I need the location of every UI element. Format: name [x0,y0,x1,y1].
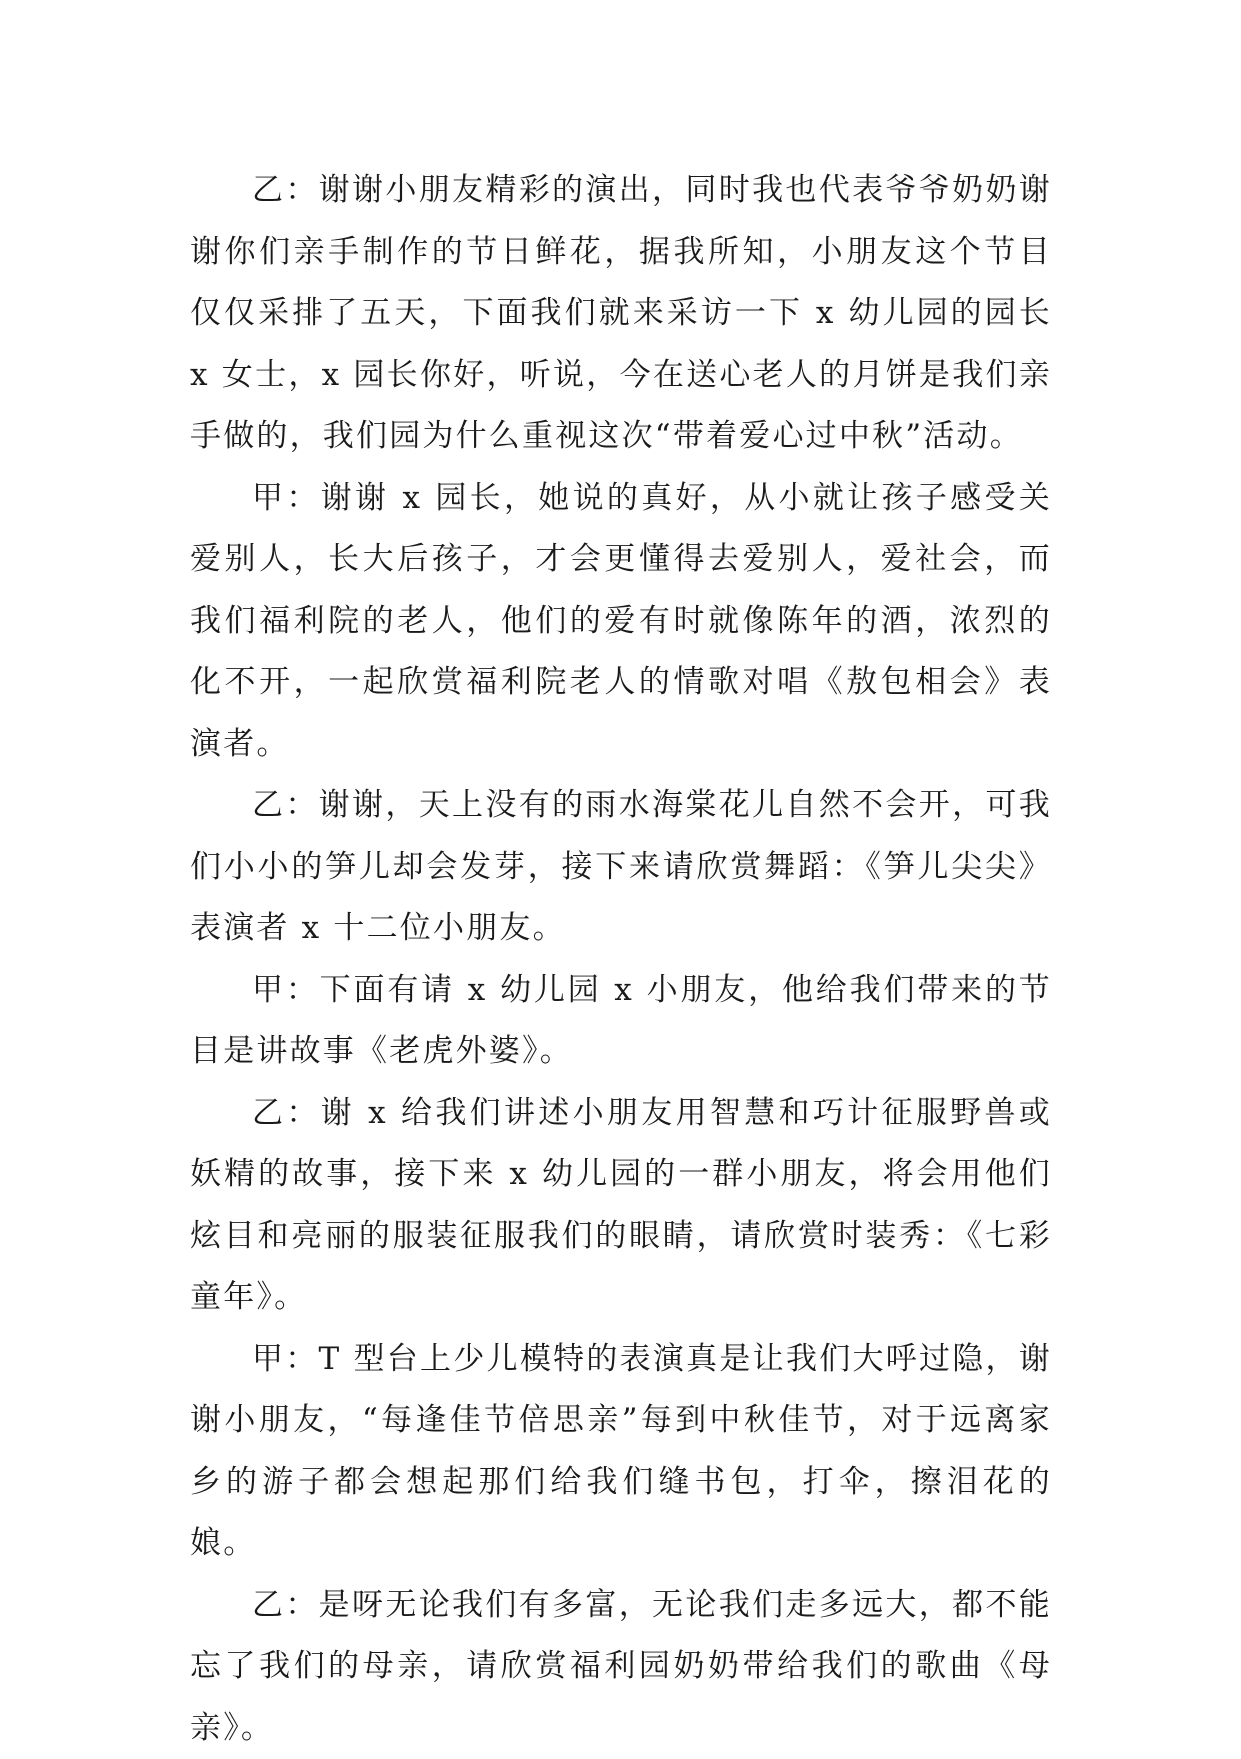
dialogue-paragraph: 甲：谢谢 x 园长，她说的真好，从小就让孩子感受关爱别人，长大后孩子，才会更懂得去爱别人，爱社会，而我们福利院的老人，他们的爱有时就像陈年的酒，浓烈的化不开，一起欣赏福利院老人的情歌对唱《敖包相会》表演者。 [190,468,1052,776]
dialogue-paragraph: 乙：谢谢，天上没有的雨水海棠花儿自然不会开，可我们小小的笋儿却会发芽，接下来请欣赏舞蹈：《笋儿尖尖》表演者 x 十二位小朋友。 [190,775,1052,960]
dialogue-paragraph: 甲：下面有请 x 幼儿园 x 小朋友，他给我们带来的节目是讲故事《老虎外婆》。 [190,960,1052,1083]
dialogue-paragraph: 甲：T 型台上少儿模特的表演真是让我们大呼过隐，谢谢小朋友，“每逢佳节倍思亲”每到中秋佳节，对于远离家乡的游子都会想起那们给我们缝书包，打伞，擦泪花的娘。 [190,1329,1052,1575]
dialogue-paragraph: 乙：谢谢小朋友精彩的演出，同时我也代表爷爷奶奶谢谢你们亲手制作的节日鲜花，据我所知，小朋友这个节目仅仅采排了五天，下面我们就来采访一下 x 幼儿园的园长 x 女士，x 园长你好，听说，今在送心老人的月饼是我们亲手做的，我们园为什么重视这次“带着爱心过中秋”活动。 [190,160,1052,468]
dialogue-paragraph: 乙：谢 x 给我们讲述小朋友用智慧和巧计征服野兽或妖精的故事，接下来 x 幼儿园的一群小朋友，将会用他们炫目和亮丽的服装征服我们的眼睛，请欣赏时装秀：《七彩童年》。 [190,1083,1052,1329]
dialogue-paragraph: 乙：是呀无论我们有多富，无论我们走多远大，都不能忘了我们的母亲，请欣赏福利园奶奶带给我们的歌曲《母亲》。 [190,1575,1052,1759]
document-body [190,160,1052,1759]
